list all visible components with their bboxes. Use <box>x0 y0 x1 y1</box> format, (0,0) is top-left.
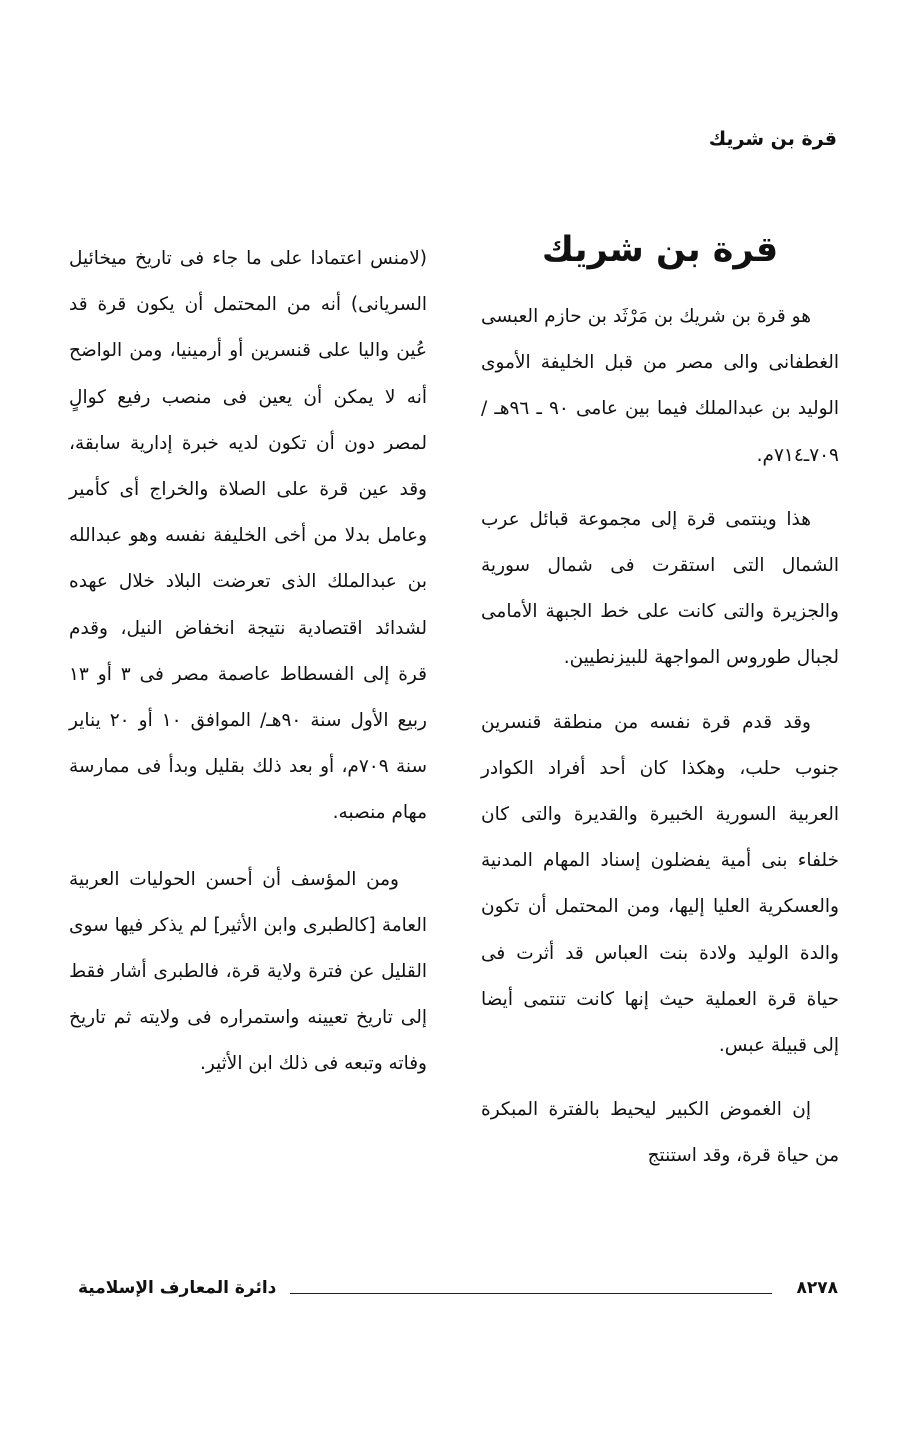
right-column <box>481 228 839 1198</box>
page-footer <box>78 1273 838 1303</box>
paragraph: إن الغموض الكبير ليحيط بالفترة المبكرة من حياة قرة، وقد استنتج <box>481 1099 839 1167</box>
paragraph: (لامنس اعتمادا على ما جاء فى تاريخ ميخائيل السريانى) أنه من المحتمل أن يكون قرة قد عُين واليا على قنسرين أو أرمينيا، ومن الواضح أنه لا يمكن أن يعين فى منصب رفيع كوالٍ لمصر دون أن تكون لديه خبرة إدارية سابقة، وقد عين قرة على الصلاة والخراج أى كأمير وعامل بدلا من أخى الخليفة نفسه وهو عبدالله بن عبدالملك الذى تعرضت البلاد خلال عهده لشدائد اقتصادية نتيجة انخفاض النيل، وقدم قرة إلى الفسطاط عاصمة مصر فى ٣ أو ١٣ ربيع الأول سنة ٩٠هـ/ الموافق ١٠ أو ٢٠ يناير سنة ٧٠٩م، أو بعد ذلك بقليل وبدأ فى ممارسة مهام منصبه. <box>69 248 427 824</box>
page-number: ٨٢٧٨ <box>796 1278 838 1298</box>
publication-title: دائرة المعارف الإسلامية <box>78 1278 277 1298</box>
paragraph: هذا وينتمى قرة إلى مجموعة قبائل عرب الشمال التى استقرت فى شمال سورية والجزيرة والتى كانت على خط الجبهة الأمامى لجبال طوروس المواجهة للبيزنطيين. <box>481 508 839 669</box>
running-header: قرة بن شريك <box>708 128 837 150</box>
footer-divider <box>290 1293 772 1294</box>
paragraph: ومن المؤسف أن أحسن الحوليات العربية العامة [كالطبرى وابن الأثير] لم يذكر فيها سوى القليل عن فترة ولاية قرة، فالطبرى أشار فقط إلى تاريخ تعيينه واستمراره فى ولايته ثم تاريخ وفاته وتبعه فى ذلك ابن الأثير. <box>69 868 427 1075</box>
paragraph: وقد قدم قرة نفسه من منطقة قنسرين جنوب حلب، وهكذا كان أحد أفراد الكوادر العربية السورية الخبيرة والقديرة والتى كان خلفاء بنى أمية يفضلون إسناد المهام المدنية والعسكرية العليا إليها، ومن المحتمل أن تكون والدة الوليد ولادة بنت العباس قد أثرت فى حياة قرة العملية حيث إنها كانت تنتمى أيضا إلى قبيلة عبس. <box>481 711 839 1057</box>
paragraph: هو قرة بن شريك بن مَرْثَد بن حازم العبسى الغطفانى والى مصر من قبل الخليفة الأموى الوليد بن عبدالملك فيما بين عامى ٩٠ ـ ٩٦هـ / ٧٠٩ـ٧١٤م. <box>481 306 839 466</box>
article-title: قرة بن شريك <box>541 230 779 270</box>
left-column <box>69 236 427 1108</box>
